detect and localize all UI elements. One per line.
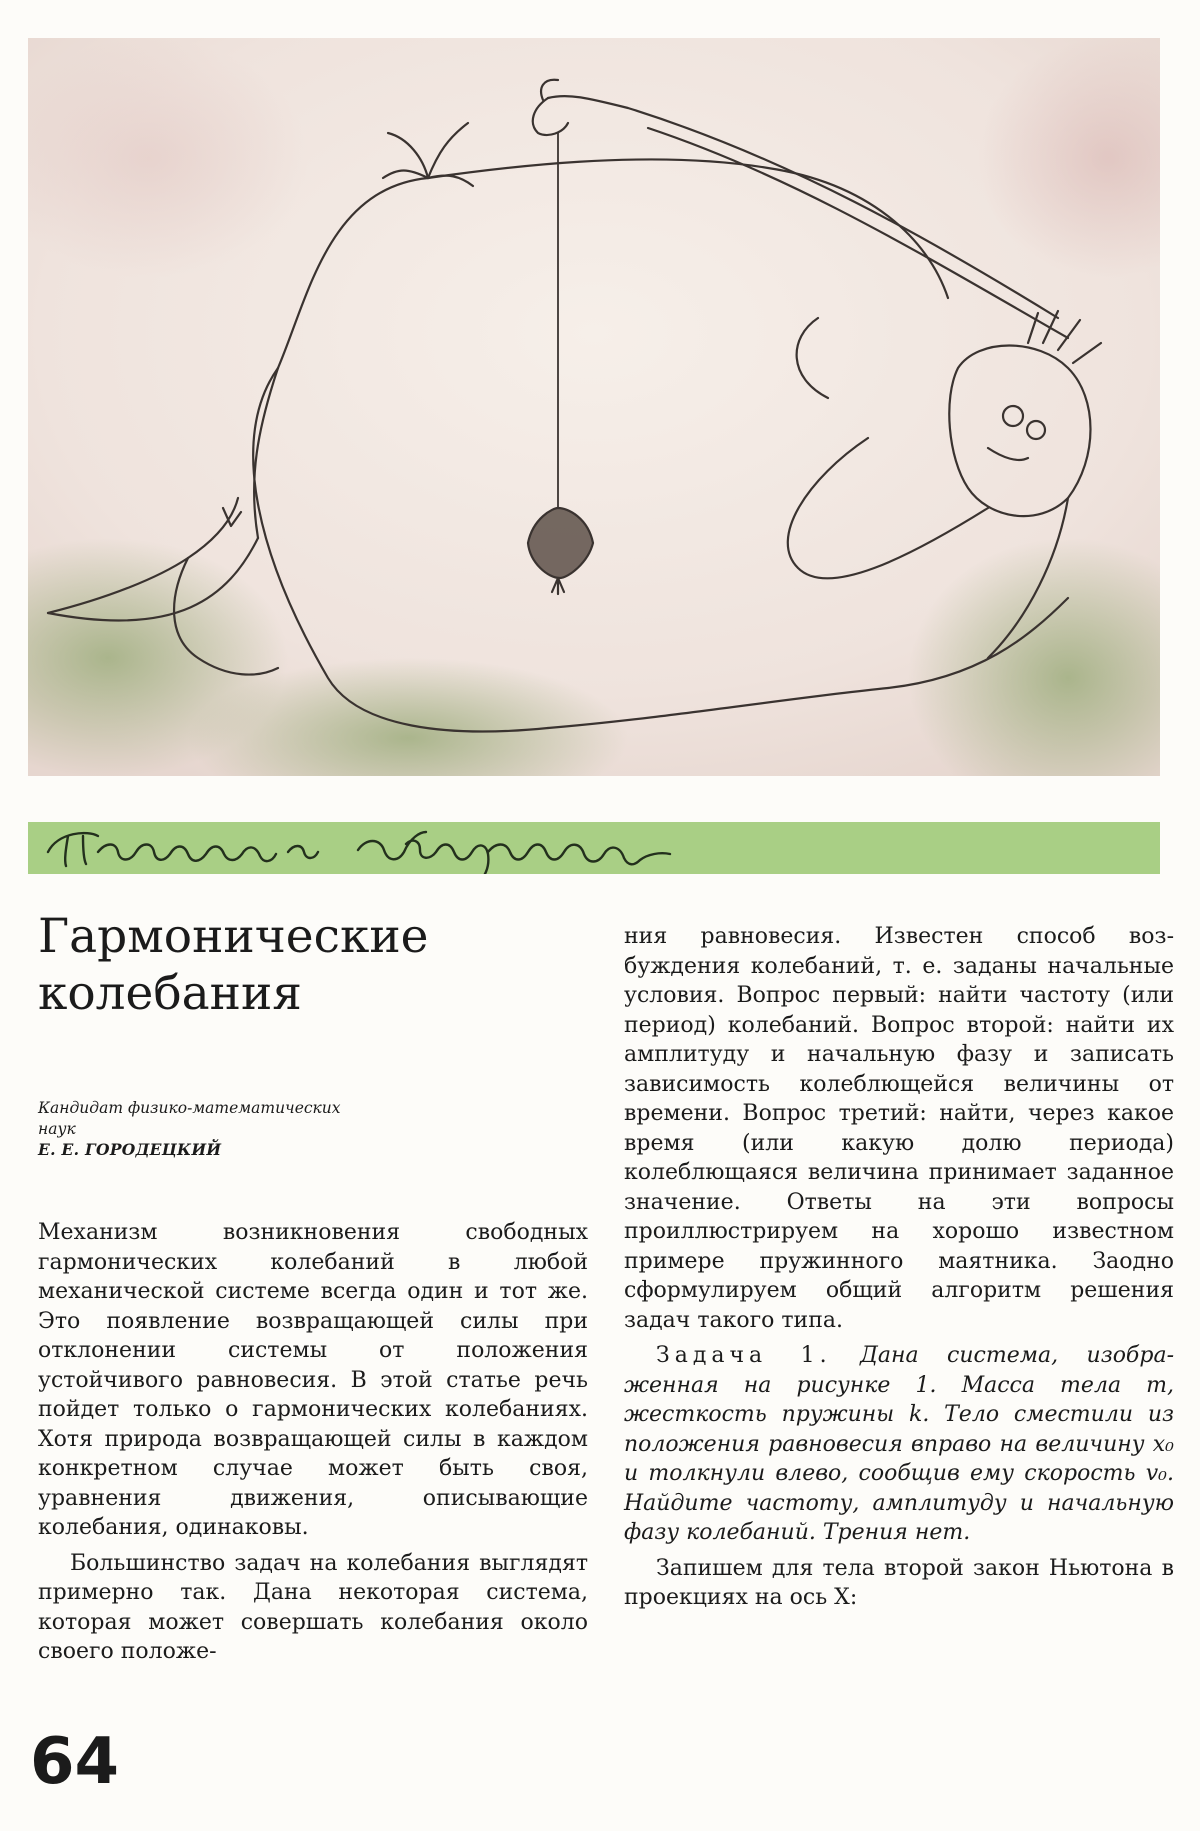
article-title-line1: Гармонические bbox=[38, 909, 429, 964]
pendulum-figure-drawing bbox=[28, 38, 1160, 776]
rubric-handwritten-label bbox=[28, 822, 1160, 874]
byline bbox=[38, 1098, 498, 1161]
task-statement: Дана система, изображенная на рисунке 1. Масса тела m, жесткость пружины k. Тело сместили из положения равновесия вправо на величину x₀ и толкнули влево, сообщив ему скорость v₀. Найдите частоту, амплитуду и начальную фазу колебаний. Трения нет. bbox=[624, 1343, 1174, 1545]
paragraph-typical-problems: Большинство задач на колебания выглядят примерно так. Дана некоторая система, которая может совершать колебания около своего положе- bbox=[38, 1550, 588, 1664]
paragraph-newton-law: Запишем для тела второй закон Ньютона в проекциях на ось X: bbox=[624, 1555, 1174, 1610]
text-column-left bbox=[38, 1218, 588, 1667]
paragraph-mechanism: Механизм возникновения свободных гармонических колебаний в любой механической системе всегда один и тот же. Это появление возвращающей силы при отклонении системы от положения устойчивого равновесия. В этой статье речь пойдет только о гармонических колебаниях. Хотя природа возвращающей силы в каждом конкретном случае может быть своя, уравнения движения, описывающие колебания, одинаковы. bbox=[38, 1220, 588, 1540]
article-title-line2: колебания bbox=[38, 966, 302, 1022]
hero-illustration bbox=[28, 38, 1160, 776]
paragraph-questions: ния равновесия. Известен способ возбуждения колебаний, т. е. заданы начальные условия. Вопрос первый: найти частоту (или период) колебаний. Вопрос второй: найти их амплитуду и начальную фазу и записать зависимость колеблющейся величины от времени. Вопрос третий: найти, через какое время (или какую долю периода) колеблющаяся величина принимает заданное значение. Ответы на эти вопросы проиллюстрируем на хорошо известном примере пружинного маятника. Заодно сформулируем общий алгоритм решения задач такого типа. bbox=[624, 924, 1174, 1333]
author-name: Е. Е. ГОРОДЕЦКИЙ bbox=[38, 1139, 222, 1159]
article-title bbox=[38, 908, 558, 1023]
rubric-band bbox=[28, 822, 1160, 874]
paragraph-task-1 bbox=[624, 1341, 1174, 1548]
author-degree-line2: наук bbox=[38, 1119, 76, 1138]
task-label: Задача 1. bbox=[656, 1343, 832, 1368]
text-column-right bbox=[624, 922, 1174, 1613]
author-degree-line1: Кандидат физико-математических bbox=[38, 1099, 341, 1117]
page-number: 64 bbox=[30, 1725, 120, 1799]
